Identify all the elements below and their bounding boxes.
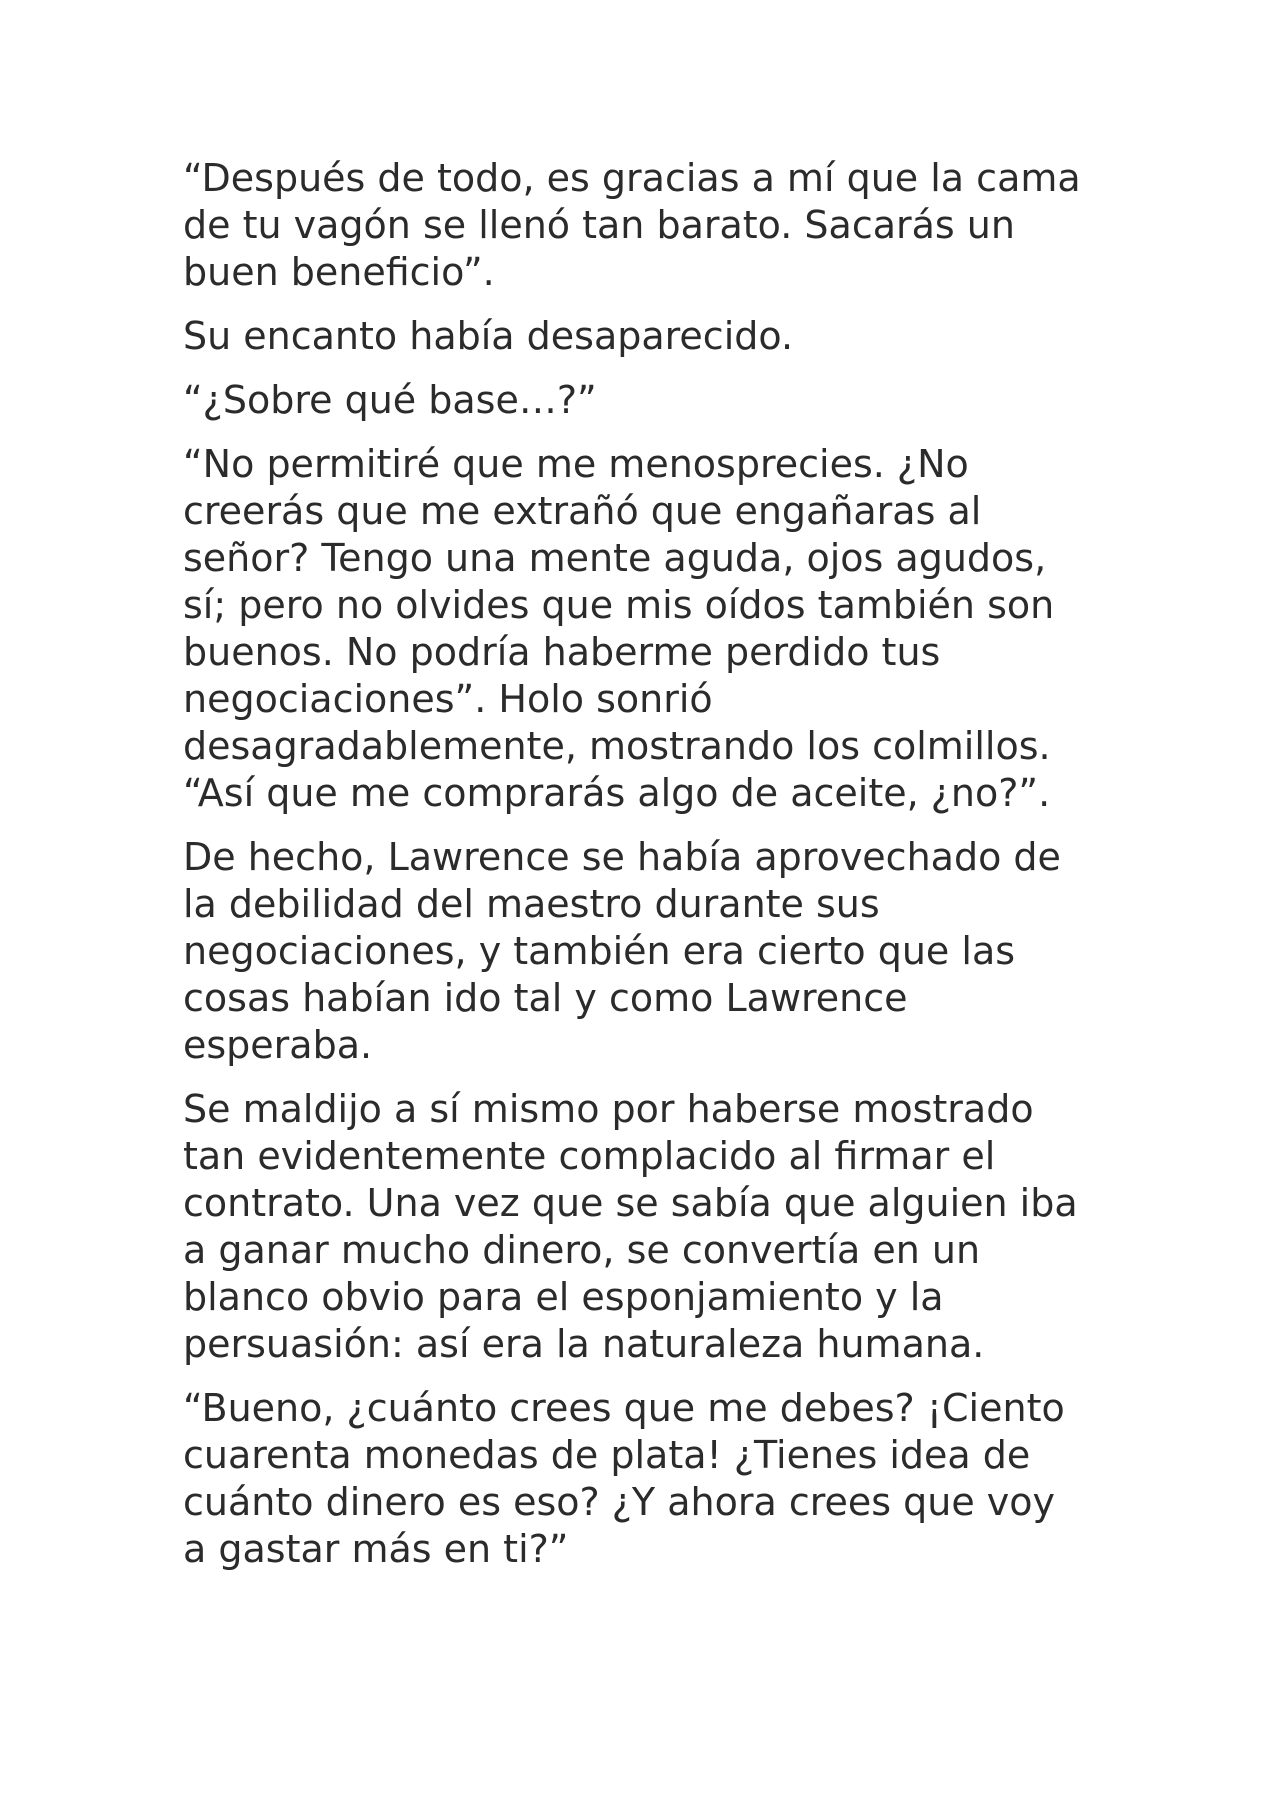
paragraph: “Después de todo, es gracias a mí que la cama de tu vagón se llenó tan barato. Sacarás un buen beneficio”.	[183, 156, 1081, 294]
paragraph: “Bueno, ¿cuánto crees que me debes? ¡Ciento cuarenta monedas de plata! ¿Tienes idea de cuánto dinero es eso? ¿Y ahora crees que voy a gastar más en ti?”	[183, 1386, 1065, 1571]
paragraph: “¿Sobre qué base…?”	[183, 378, 597, 422]
document-body	[183, 155, 1123, 1590]
paragraph: Se maldijo a sí mismo por haberse mostrado tan evidentemente complacido al firmar el contrato. Una vez que se sabía que alguien iba a ganar mucho dinero, se convertía en un blanco obvio para el esponjamiento y la persuasión: así era la naturaleza humana.	[183, 1087, 1078, 1366]
paragraph: De hecho, Lawrence se había aprovechado de la debilidad del maestro durante sus negociaciones, y también era cierto que las cosas habían ido tal y como Lawrence esperaba.	[183, 835, 1061, 1067]
paragraph: “No permitiré que me menosprecies. ¿No creerás que me extrañó que engañaras al señor? Tengo una mente aguda, ojos agudos, sí; pero no olvides que mis oídos también son buenos. No podría haberme perdido tus negociaciones”. Holo sonrió desagradablemente, mostrando los colmillos. “Así que me comprarás algo de aceite, ¿no?”.	[183, 442, 1055, 815]
paragraph: Su encanto había desaparecido.	[183, 314, 794, 358]
